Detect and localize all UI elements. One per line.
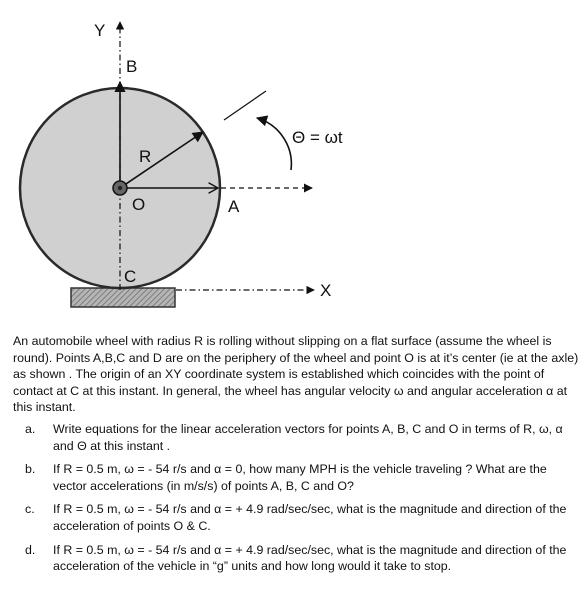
point-c-label: C bbox=[124, 267, 137, 286]
problem-part-c bbox=[13, 501, 579, 534]
part-text: If R = 0.5 m, ω = - 54 r/s and α = + 4.9 rad/sec/sec, what is the magnitude and direction of the acceleration of the vehicle in “g” units and how long would it take to stop. bbox=[53, 542, 567, 574]
problem-part-d bbox=[13, 542, 579, 575]
part-text: Write equations for the linear acceleration vectors for points A, B, C and O in terms of R, ω, α and Θ at this instant . bbox=[53, 421, 563, 453]
part-letter: a. bbox=[25, 421, 36, 436]
point-r-label: R bbox=[139, 147, 152, 166]
problem-part-a bbox=[13, 421, 579, 454]
point-o-label: O bbox=[132, 195, 146, 214]
axle-center bbox=[118, 186, 122, 190]
part-letter: b. bbox=[25, 462, 36, 477]
theta-arc-arrow bbox=[257, 118, 291, 170]
y-axis-label: Y bbox=[94, 21, 106, 40]
part-text: If R = 0.5 m, ω = - 54 r/s and α = + 4.9 rad/sec/sec, what is the magnitude and direction of the acceleration of points O & C. bbox=[53, 502, 567, 533]
problem-part-b bbox=[13, 461, 579, 494]
point-a-label: A bbox=[228, 197, 240, 216]
part-text: If R = 0.5 m, ω = - 54 r/s and α = 0, how many MPH is the vehicle traveling ? What are the vector accelerations (in m/s/s) of points A, B, C and O? bbox=[53, 462, 547, 493]
x-axis-label: X bbox=[320, 281, 332, 300]
angle-reference-line bbox=[224, 91, 266, 120]
point-b-label: B bbox=[126, 57, 138, 76]
problem-statement bbox=[13, 333, 579, 582]
part-letter: d. bbox=[25, 542, 36, 557]
part-letter: c. bbox=[25, 502, 35, 517]
theta-label: Θ = ωt bbox=[292, 128, 343, 147]
ground-block bbox=[71, 288, 175, 307]
problem-intro: An automobile wheel with radius R is rolling without slipping on a flat surface (assume the wheel is round). Points A,B,C and D are on the periphery of the wheel and point O is at it’s center (ie at the axle) as shown . The origin of an XY coordinate system is established which coincides with the point of contact at C at this instant. In general, the wheel has angular velocity ω and angular acceleration α at this instant. bbox=[13, 334, 579, 415]
problem-parts-list bbox=[13, 421, 579, 575]
